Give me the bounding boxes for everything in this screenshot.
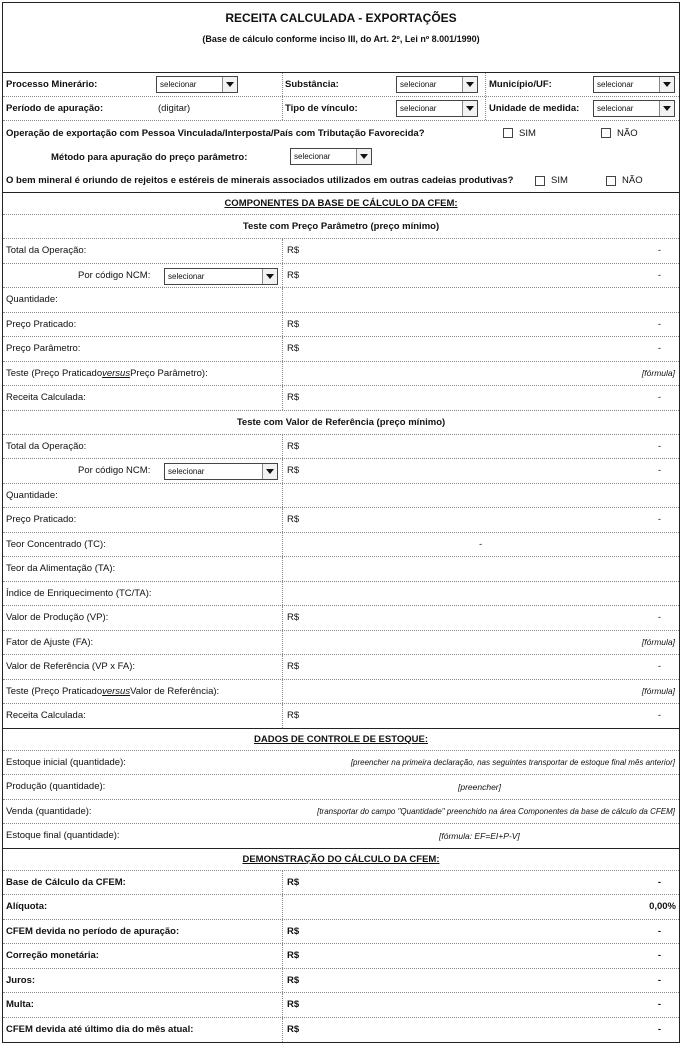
t1-quantidade-label: Quantidade: <box>6 294 58 306</box>
demo-aliquota-row <box>3 895 679 920</box>
currency-label: R$ <box>287 343 300 355</box>
demo-aliquota-label: Alíquota: <box>6 901 48 913</box>
estoque-final-note: [fórmula: EF=EI+P-V] <box>439 830 520 841</box>
operacao-question: Operação de exportação com Pessoa Vinculada/Interposta/País com Tributação Favorecida? <box>6 127 425 139</box>
t1-receita-label: Receita Calculada: <box>6 392 86 404</box>
t2-teor-alimentacao-label: Teor da Alimentação (TA): <box>6 563 116 575</box>
estoque-title: DADOS DE CONTROLE DE ESTOQUE: <box>253 733 428 745</box>
demo-correcao-row <box>3 944 679 969</box>
estoque-inicial-note: [preencher na primeira declaração, nas seguintes transportar de estoque final mês anterior] <box>350 757 675 767</box>
t2-preco-praticado-value: - <box>657 514 661 526</box>
row-periodo <box>3 97 679 121</box>
demo-base-value: - <box>657 876 661 888</box>
demo-juros-value: - <box>657 974 661 986</box>
currency-label: R$ <box>287 514 300 526</box>
demo-title-row <box>3 849 679 871</box>
estoque-venda-label: Venda (quantidade): <box>6 805 92 817</box>
currency-label: R$ <box>287 245 300 257</box>
t2-valor-producao-row <box>3 606 679 631</box>
demo-ate-label: CFEM devida até último dia do mês atual: <box>6 1024 194 1036</box>
demo-ate-value: - <box>657 1024 661 1036</box>
t1-preco-praticado-label: Preço Praticado: <box>6 318 77 330</box>
operacao-nao-checkbox[interactable]: NÃO <box>601 121 638 145</box>
estoque-final-label: Estoque final (quantidade): <box>6 830 120 842</box>
t2-quantidade-label: Quantidade: <box>6 489 58 501</box>
estoque-inicial-label: Estoque inicial (quantidade): <box>6 756 126 768</box>
t2-ncm-select[interactable]: selecionar <box>164 463 278 480</box>
currency-label: R$ <box>287 925 300 937</box>
demo-title: DEMONSTRAÇÃO DO CÁLCULO DA CFEM: <box>242 853 440 865</box>
currency-label: R$ <box>287 1024 300 1036</box>
row-processo <box>3 73 679 97</box>
currency-label: R$ <box>287 710 300 722</box>
t2-receita-value: - <box>657 710 661 722</box>
teste2-title-row <box>3 411 679 435</box>
t2-teor-alimentacao-row <box>3 557 679 582</box>
checkbox-icon <box>606 176 616 186</box>
t2-valor-referencia-row <box>3 655 679 680</box>
form-page <box>2 2 680 1043</box>
currency-label: R$ <box>287 876 300 888</box>
teste1-title: Teste com Preço Parâmetro (preço mínimo) <box>242 221 440 232</box>
t1-teste-label: Teste (Preço Praticado versus Preço Parâmetro): <box>6 367 208 379</box>
t2-total-row <box>3 435 679 460</box>
currency-label: R$ <box>287 440 300 452</box>
processo-select[interactable]: selecionar <box>156 76 238 93</box>
t1-ncm-select[interactable]: selecionar <box>164 268 278 285</box>
rejeitos-sim-checkbox[interactable]: SIM <box>535 169 568 192</box>
t2-fator-ajuste-formula: [fórmula] <box>641 637 675 648</box>
operacao-sim-checkbox[interactable]: SIM <box>503 121 536 145</box>
t2-quantidade-row <box>3 484 679 509</box>
t1-total-row <box>3 239 679 264</box>
t1-receita-value: - <box>657 392 661 404</box>
t1-teste-formula: [fórmula] <box>641 368 675 379</box>
chevron-down-icon <box>262 269 277 284</box>
vinculo-select[interactable]: selecionar <box>396 100 478 117</box>
currency-label: R$ <box>287 392 300 404</box>
t2-total-value: - <box>657 440 661 452</box>
demo-devida-row <box>3 920 679 945</box>
estoque-producao-label: Produção (quantidade): <box>6 781 106 793</box>
demo-juros-label: Juros: <box>6 974 36 986</box>
t2-preco-praticado-label: Preço Praticado: <box>6 514 77 526</box>
demo-multa-value: - <box>657 999 661 1011</box>
demo-correcao-value: - <box>657 950 661 962</box>
t1-preco-parametro-label: Preço Parâmetro: <box>6 343 81 355</box>
t2-teor-concentrado-row <box>3 533 679 558</box>
t2-teste-formula: [fórmula] <box>641 686 675 697</box>
currency-label: R$ <box>287 465 300 477</box>
periodo-label: Período de apuração: <box>6 103 104 114</box>
componentes-title-row <box>3 193 679 215</box>
t1-ncm-label: Por código NCM: <box>78 269 151 281</box>
t1-preco-praticado-row <box>3 313 679 338</box>
t1-preco-praticado-value: - <box>657 318 661 330</box>
t1-quantidade-row <box>3 288 679 313</box>
t1-preco-parametro-value: - <box>657 343 661 355</box>
currency-label: R$ <box>287 269 300 281</box>
metodo-select[interactable]: selecionar <box>290 148 372 165</box>
chevron-down-icon <box>659 101 674 116</box>
estoque-venda-note: [transportar do campo "Quantidade" preenchido na área Componentes da base de cálculo da CFEM] <box>317 806 675 816</box>
demo-multa-label: Multa: <box>6 999 34 1011</box>
t2-indice-row <box>3 582 679 607</box>
estoque-inicial-row <box>3 751 679 776</box>
substancia-select[interactable]: selecionar <box>396 76 478 93</box>
t2-indice-label: Índice de Enriquecimento (TC/TA): <box>6 587 152 599</box>
t2-receita-label: Receita Calculada: <box>6 710 86 722</box>
currency-label: R$ <box>287 950 300 962</box>
unidade-label: Unidade de medida: <box>489 103 580 114</box>
t2-ncm-value: - <box>657 465 661 477</box>
row-metodo <box>3 145 679 169</box>
demo-aliquota-value: 0,00% <box>649 901 676 913</box>
t2-valor-producao-label: Valor de Produção (VP): <box>6 612 109 624</box>
form-title: RECEITA CALCULADA - EXPORTAÇÕES <box>225 11 457 25</box>
t1-preco-parametro-row <box>3 337 679 362</box>
t2-teor-concentrado-label: Teor Concentrado (TC): <box>6 538 106 550</box>
demo-devida-value: - <box>657 925 661 937</box>
demo-multa-row <box>3 993 679 1018</box>
currency-label: R$ <box>287 974 300 986</box>
checkbox-icon <box>503 128 513 138</box>
t2-valor-producao-value: - <box>657 612 661 624</box>
form-subtitle: (Base de cálculo conforme inciso III, do Art. 2º, Lei nº 8.001/1990) <box>202 34 480 44</box>
t1-total-value: - <box>657 245 661 257</box>
demo-base-label: Base de Cálculo da CFEM: <box>6 876 126 888</box>
municipio-select[interactable]: selecionar <box>593 76 675 93</box>
substancia-label: Substância: <box>285 79 339 90</box>
t1-ncm-row <box>3 264 679 289</box>
teste2-title: Teste com Valor de Referência (preço mínimo) <box>236 416 446 428</box>
currency-label: R$ <box>287 612 300 624</box>
chevron-down-icon <box>659 77 674 92</box>
t2-valor-referencia-value: - <box>657 661 661 673</box>
t2-teor-concentrado-value: - <box>479 538 483 550</box>
row-operacao <box>3 121 679 145</box>
t1-total-label: Total da Operação: <box>6 245 87 257</box>
t2-receita-row <box>3 704 679 729</box>
rejeitos-question: O bem mineral é oriundo de rejeitos e estéreis de minerais associados utilizados em outras cadeias produtivas? <box>6 175 514 186</box>
t2-ncm-row <box>3 459 679 484</box>
row-rejeitos <box>3 169 679 193</box>
currency-label: R$ <box>287 999 300 1011</box>
estoque-final-row <box>3 824 679 849</box>
form-header <box>3 3 679 73</box>
rejeitos-nao-checkbox[interactable]: NÃO <box>606 169 643 192</box>
estoque-venda-row <box>3 800 679 825</box>
t2-teste-label: Teste (Preço Praticado versus Valor de Referência): <box>6 685 220 697</box>
estoque-producao-row <box>3 775 679 800</box>
t2-fator-ajuste-label: Fator de Ajuste (FA): <box>6 636 94 648</box>
vinculo-label: Tipo de vínculo: <box>285 103 358 114</box>
teste1-title-row <box>3 215 679 239</box>
demo-base-row <box>3 871 679 896</box>
metodo-label: Método para apuração do preço parâmetro: <box>51 151 248 163</box>
estoque-title-row <box>3 729 679 751</box>
currency-label: R$ <box>287 318 300 330</box>
componentes-title: COMPONENTES DA BASE DE CÁLCULO DA CFEM: <box>224 198 458 209</box>
chevron-down-icon <box>462 101 477 116</box>
demo-correcao-label: Correção monetária: <box>6 950 99 962</box>
checkbox-icon <box>601 128 611 138</box>
estoque-producao-note: [preencher] <box>458 781 501 792</box>
t2-total-label: Total da Operação: <box>6 440 87 452</box>
unidade-select[interactable]: selecionar <box>593 100 675 117</box>
currency-label: R$ <box>287 661 300 673</box>
municipio-label: Município/UF: <box>489 79 552 90</box>
chevron-down-icon <box>356 149 371 164</box>
checkbox-icon <box>535 176 545 186</box>
periodo-input[interactable]: (digitar) <box>158 103 191 114</box>
demo-devida-label: CFEM devida no período de apuração: <box>6 925 180 937</box>
t2-fator-ajuste-row <box>3 631 679 656</box>
t2-ncm-label: Por código NCM: <box>78 465 151 477</box>
demo-ate-row <box>3 1018 679 1043</box>
chevron-down-icon <box>462 77 477 92</box>
t2-teste-row <box>3 680 679 705</box>
t1-ncm-value: - <box>657 269 661 281</box>
t1-receita-row <box>3 386 679 411</box>
chevron-down-icon <box>262 464 277 479</box>
t1-teste-row <box>3 362 679 387</box>
t2-valor-referencia-label: Valor de Referência (VP x FA): <box>6 661 136 673</box>
t2-preco-praticado-row <box>3 508 679 533</box>
processo-label: Processo Minerário: <box>6 79 98 90</box>
demo-juros-row <box>3 969 679 994</box>
chevron-down-icon <box>222 77 237 92</box>
